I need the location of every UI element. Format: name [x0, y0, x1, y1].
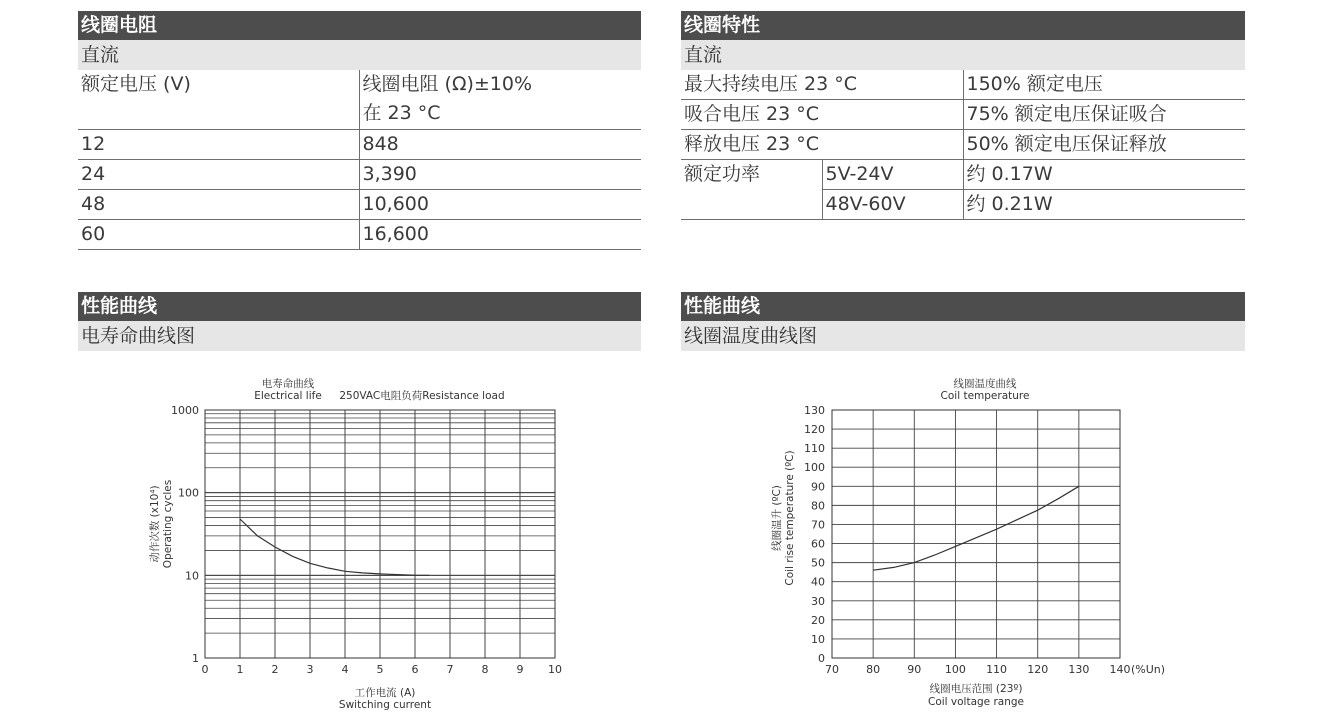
- chart-series: [873, 486, 1079, 570]
- x-tick-label: 120: [1027, 663, 1049, 676]
- resistance-cell: 16,600: [359, 220, 641, 250]
- chart-grid: [205, 410, 555, 658]
- x-tick-label: 140: [1109, 663, 1131, 676]
- spec-value: 150% 额定电压: [963, 70, 1245, 100]
- power-range: 48V-60V: [822, 190, 963, 220]
- y-tick-label: 120: [804, 423, 825, 437]
- spec-value: 75% 额定电压保证吸合: [963, 100, 1245, 130]
- x-tick-label: 90: [907, 663, 922, 676]
- y-axis-label: 线圈温升 (ºC): [771, 485, 783, 551]
- x-tick-label: 130: [1068, 663, 1090, 676]
- electrical-life-section-subtitle: 电寿命曲线图: [78, 321, 641, 351]
- coil-resistance-subtitle: 直流: [78, 40, 641, 70]
- x-tick-label: 1: [236, 663, 244, 676]
- chart-axes: [832, 410, 1120, 658]
- chart-title: 电寿命曲线: [261, 378, 315, 390]
- coil-resistance-header-line1: 线圈电阻 (Ω)±10%: [362, 73, 533, 95]
- rated-voltage-header: 额定电压 (V): [78, 70, 359, 130]
- y-tick-label: 80: [811, 499, 825, 513]
- x-tick-label: 0: [201, 663, 209, 676]
- x-tick-label: 70: [825, 663, 839, 676]
- power-value: 约 0.21W: [963, 190, 1245, 220]
- y-tick-label: 70: [811, 518, 825, 532]
- x-axis-label: 工作电流 (A): [354, 687, 416, 699]
- table-row: [681, 70, 1245, 100]
- spec-value: 50% 额定电压保证释放: [963, 130, 1245, 160]
- coil-resistance-title: 线圈电阻: [78, 11, 641, 40]
- chart-grid: [832, 410, 1120, 658]
- electrical-life-section: [78, 292, 641, 351]
- y-tick-label: 20: [811, 613, 825, 627]
- resistance-cell: 10,600: [359, 190, 641, 220]
- coil-resistance-header: [359, 70, 641, 130]
- coil-resistance-header-line2: 在 23 °C: [362, 102, 441, 124]
- coil-characteristics-panel: [681, 11, 1245, 220]
- x-tick-label: 2: [271, 663, 279, 676]
- rated-power-label: 额定功率: [681, 160, 822, 220]
- x-tick-label: 9: [516, 663, 524, 676]
- y-tick-label: 130: [804, 404, 825, 417]
- y-tick-label: 110: [804, 442, 825, 456]
- x-tick-label: 10: [548, 663, 562, 676]
- coil-temperature-section-title: 性能曲线: [681, 292, 1245, 321]
- y-axis-label: 动作次数 (x10⁴): [149, 485, 161, 563]
- x-tick-label: 100: [944, 663, 966, 676]
- chart-series: [240, 519, 429, 575]
- table-row: [681, 100, 1245, 130]
- x-tick-label: 7: [446, 663, 454, 676]
- chart-subtitle: Coil temperature: [940, 390, 1030, 402]
- plot-frame: [832, 410, 1120, 658]
- coil-temperature-chart: [770, 372, 1190, 722]
- x-tick-label: 110: [986, 663, 1008, 676]
- y-tick-label: 0: [818, 652, 825, 665]
- table-header-row: [78, 70, 641, 130]
- voltage-cell: 60: [78, 220, 359, 250]
- table-row: [78, 220, 641, 250]
- y-tick-label: 100: [178, 486, 199, 500]
- x-tick-label: 4: [341, 663, 349, 676]
- table-row: [78, 190, 641, 220]
- power-range: 5V-24V: [822, 160, 963, 190]
- x-axis-unit: (%Un): [1131, 663, 1166, 676]
- y-tick-label: 100: [804, 461, 825, 475]
- coil-temperature-section: [681, 292, 1245, 351]
- y-tick-label: 40: [811, 575, 825, 589]
- voltage-cell: 12: [78, 130, 359, 160]
- table-row: [681, 160, 1245, 190]
- chart-annotation: 250VAC电阻负荷Resistance load: [339, 390, 505, 402]
- series-line: [240, 519, 429, 575]
- voltage-cell: 48: [78, 190, 359, 220]
- y-tick-label: 60: [811, 537, 825, 551]
- series-line: [873, 486, 1079, 570]
- coil-characteristics-table: [681, 70, 1245, 220]
- resistance-cell: 848: [359, 130, 641, 160]
- coil-resistance-table: [78, 70, 641, 250]
- table-row: [681, 130, 1245, 160]
- y-tick-label: 1: [192, 652, 199, 665]
- table-row: [78, 160, 641, 190]
- coil-temperature-section-subtitle: 线圈温度曲线图: [681, 321, 1245, 351]
- x-axis-label-en: Coil voltage range: [927, 696, 1025, 708]
- x-axis-label-en: Switching current: [338, 699, 432, 711]
- y-tick-label: 50: [811, 556, 825, 570]
- spec-label: 吸合电压 23 °C: [681, 100, 963, 130]
- y-axis-label-en: Coil rise temperature (ºC): [784, 450, 796, 586]
- y-tick-label: 10: [811, 632, 825, 646]
- x-tick-label: 8: [481, 663, 489, 676]
- y-tick-label: 1000: [171, 404, 199, 417]
- resistance-cell: 3,390: [359, 160, 641, 190]
- y-axis-label-en: Operating cycles: [162, 479, 174, 569]
- chart-title: 线圈温度曲线: [953, 378, 1017, 390]
- y-tick-label: 30: [811, 594, 825, 608]
- coil-characteristics-title: 线圈特性: [681, 11, 1245, 40]
- chart-subtitle: Electrical life: [254, 390, 322, 402]
- voltage-cell: 24: [78, 160, 359, 190]
- chart-labels: [148, 377, 562, 711]
- x-tick-label: 80: [866, 663, 881, 676]
- spec-label: 释放电压 23 °C: [681, 130, 963, 160]
- x-tick-label: 3: [306, 663, 314, 676]
- x-tick-label: 6: [411, 663, 419, 676]
- power-value: 约 0.17W: [963, 160, 1245, 190]
- spec-label: 最大持续电压 23 °C: [681, 70, 963, 100]
- electrical-life-chart: [140, 372, 580, 722]
- coil-characteristics-subtitle: 直流: [681, 40, 1245, 70]
- coil-resistance-panel: [78, 11, 641, 250]
- y-tick-label: 10: [185, 569, 199, 583]
- table-row: [78, 130, 641, 160]
- y-tick-label: 90: [811, 480, 825, 494]
- x-axis-label: 线圈电压范围 (23º): [929, 683, 1023, 695]
- x-tick-label: 5: [376, 663, 384, 676]
- electrical-life-section-title: 性能曲线: [78, 292, 641, 321]
